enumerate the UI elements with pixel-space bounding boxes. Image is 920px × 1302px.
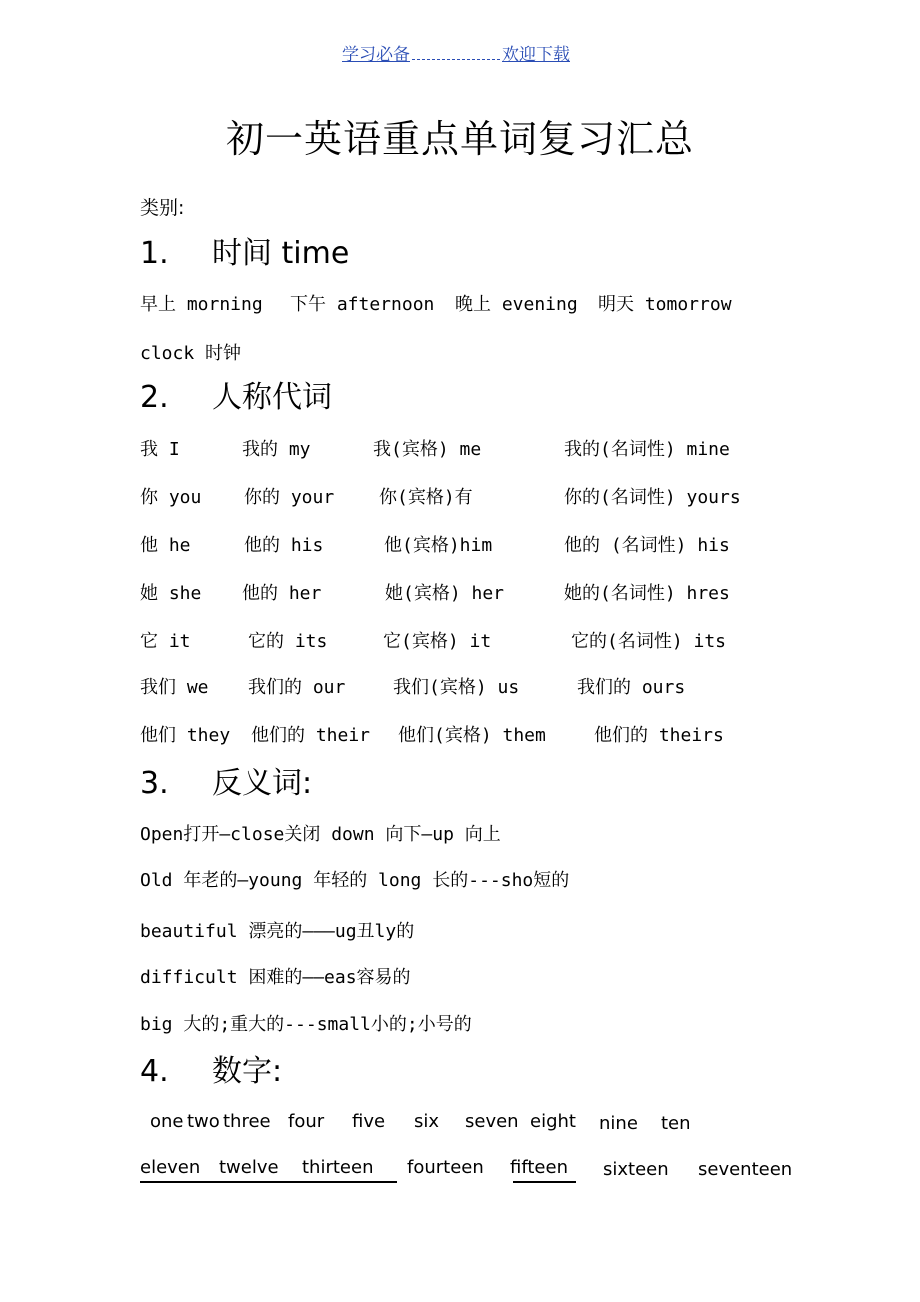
number-word: eight	[530, 1111, 576, 1132]
number-word: three	[223, 1111, 271, 1132]
number-word: six	[414, 1111, 440, 1132]
number-word: fifteen	[510, 1157, 568, 1178]
pronoun-cell: 你的 your	[244, 487, 335, 508]
pronoun-cell: 你 you	[140, 487, 202, 508]
pronoun-cell: 你(宾格)有	[379, 487, 473, 508]
number-word: thirteen	[302, 1157, 374, 1178]
pronoun-cell: 她 she	[140, 583, 202, 604]
pronoun-cell: 他们的 their	[251, 725, 371, 746]
page-header	[342, 40, 570, 65]
pronoun-cell: 它的(名词性) its	[571, 631, 727, 652]
pronoun-cell: 我 I	[140, 439, 180, 460]
time-word: 明天 tomorrow	[598, 294, 732, 315]
pronoun-cell: 他(宾格)him	[384, 535, 493, 556]
pronoun-cell: 他的 his	[244, 535, 324, 556]
number-word: four	[288, 1111, 325, 1132]
number-word: five	[352, 1111, 386, 1132]
time-word: clock 时钟	[140, 343, 242, 364]
pronoun-cell: 他们(宾格) them	[398, 725, 546, 746]
number-word: seven	[465, 1111, 519, 1132]
section-heading-pronouns	[140, 372, 332, 416]
section-heading-antonyms	[140, 758, 312, 802]
pronoun-cell: 它(宾格) it	[383, 631, 492, 652]
section-number: 2.	[140, 380, 169, 415]
pronoun-cell: 他的 (名词性) his	[564, 535, 730, 556]
number-word: ten	[661, 1113, 691, 1134]
pronoun-cell: 我的 my	[242, 439, 311, 460]
header-separator	[412, 59, 500, 60]
number-word: twelve	[219, 1157, 279, 1178]
pronoun-cell: 我的(名词性) mine	[564, 439, 730, 460]
section-heading-time	[140, 228, 349, 272]
pronoun-cell: 她(宾格) her	[385, 583, 505, 604]
underline-rule	[513, 1181, 576, 1183]
pronoun-cell: 他们 they	[140, 725, 231, 746]
number-word: seventeen	[698, 1159, 793, 1180]
section-title: 反义词:	[212, 766, 313, 801]
number-word: eleven	[140, 1157, 201, 1178]
antonym-line: Open打开—close关闭 down 向下—up 向上	[140, 824, 501, 845]
number-word: sixteen	[603, 1159, 669, 1180]
pronoun-cell: 我们 we	[140, 677, 209, 698]
header-right-link[interactable]: 欢迎下载	[502, 45, 570, 65]
number-word: fourteen	[407, 1157, 484, 1178]
pronoun-cell: 他的 her	[242, 583, 322, 604]
antonym-line: big 大的;重大的---small小的;小号的	[140, 1014, 472, 1035]
pronoun-cell: 她的(名词性) hres	[564, 583, 730, 604]
section-title: 人称代词	[212, 380, 332, 415]
time-word: 晚上 evening	[455, 294, 578, 315]
section-heading-numbers	[140, 1046, 282, 1090]
time-word: 下午 afternoon	[290, 294, 435, 315]
section-number: 3.	[140, 766, 169, 801]
antonym-line: beautiful 漂亮的———ug丑ly的	[140, 921, 415, 942]
number-word: one	[150, 1111, 184, 1132]
antonym-line: difficult 困难的——eas容易的	[140, 967, 411, 988]
pronoun-cell: 我们的 our	[248, 677, 346, 698]
pronoun-cell: 我(宾格) me	[373, 439, 482, 460]
number-word: two	[187, 1111, 220, 1132]
time-word: 早上 morning	[140, 294, 263, 315]
section-title: 时间 time	[212, 236, 350, 271]
number-word: nine	[599, 1113, 638, 1134]
section-title: 数字:	[212, 1054, 283, 1089]
pronoun-cell: 它 it	[140, 631, 191, 652]
section-number: 1.	[140, 236, 169, 271]
antonym-line: Old 年老的—young 年轻的 long 长的---sho短的	[140, 870, 570, 891]
pronoun-cell: 他们的 theirs	[594, 725, 724, 746]
pronoun-cell: 我们的 ours	[577, 677, 686, 698]
category-label: 类别:	[140, 197, 185, 219]
pronoun-cell: 他 he	[140, 535, 191, 556]
page-title: 初一英语重点单词复习汇总	[225, 117, 694, 161]
section-number: 4.	[140, 1054, 169, 1089]
header-left-link[interactable]: 学习必备	[342, 45, 410, 65]
pronoun-cell: 我们(宾格) us	[393, 677, 520, 698]
pronoun-cell: 它的 its	[248, 631, 328, 652]
underline-rule	[140, 1181, 397, 1183]
pronoun-cell: 你的(名词性) yours	[564, 487, 741, 508]
